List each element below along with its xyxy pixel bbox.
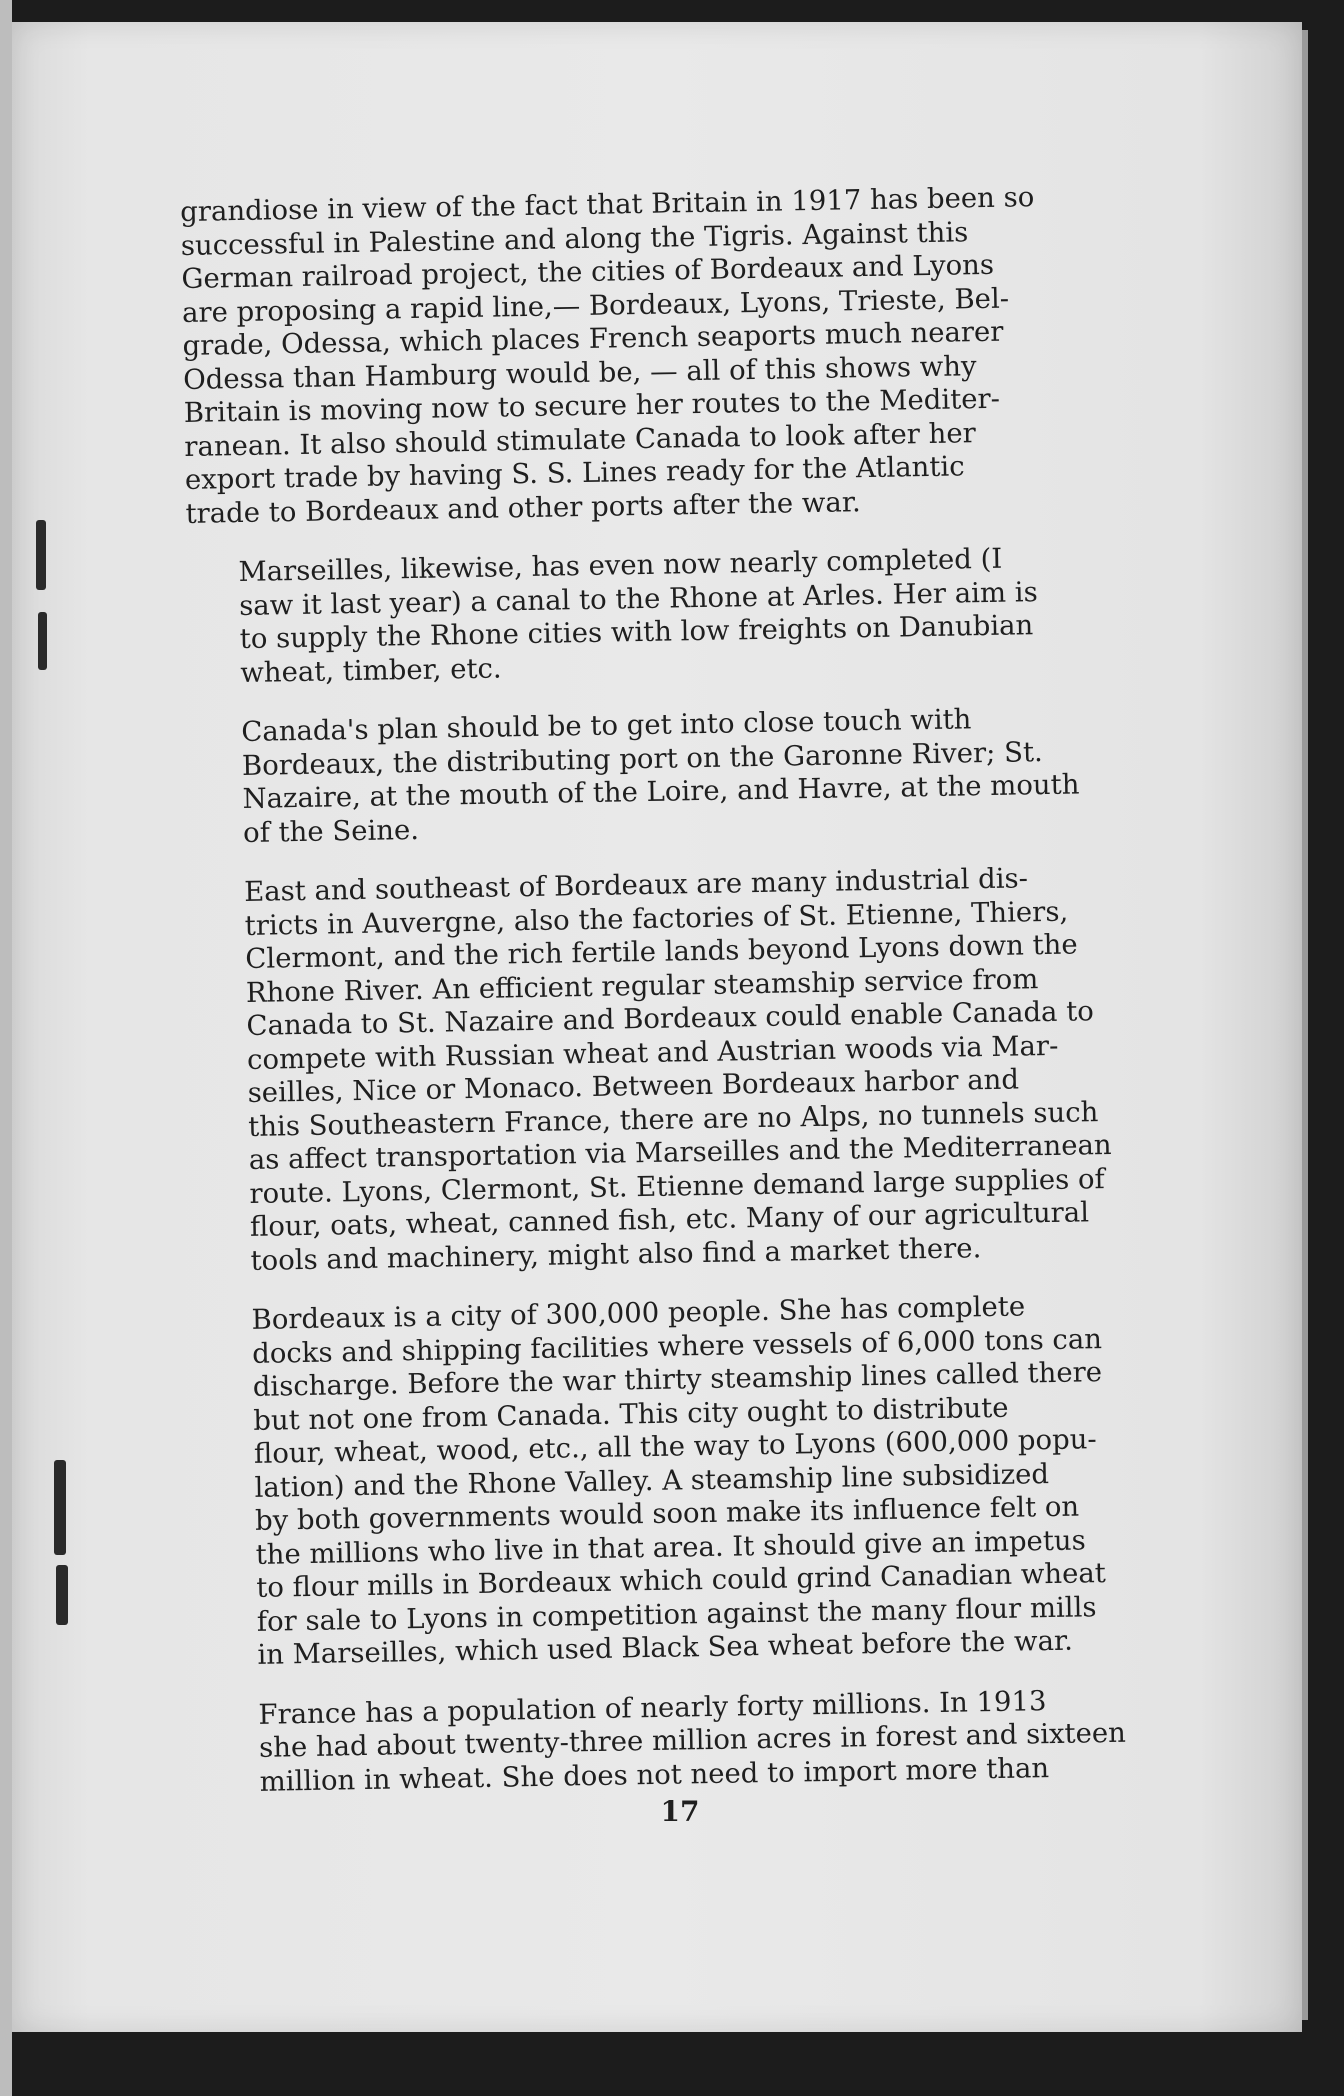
text-line: tricts in Auvergne, also the factories of St. Etienne, Thiers,	[244, 895, 1069, 942]
book-left-edge	[0, 0, 12, 2096]
text-line: docks and shipping facilities where vessels of 6,000 tons can	[251, 1322, 1103, 1370]
text-line: France has a population of nearly forty millions. In 1913	[258, 1684, 1047, 1731]
binding-mark	[38, 612, 47, 670]
text-line: the millions who live in that area. It should give an impetus	[255, 1523, 1086, 1571]
text-line: successful in Palestine and along the Tigris. Against this	[180, 215, 969, 262]
text-line: Canada's plan should be to get into close touch with	[241, 703, 972, 749]
paragraph	[206, 1683, 1153, 1800]
text-line: flour, wheat, wood, etc., all the way to Lyons (600,000 popu-	[253, 1423, 1097, 1470]
text-line: East and southeast of Bordeaux are many industrial dis-	[243, 862, 1029, 908]
text-line: saw it last year) a canal to the Rhone at Arles. Her aim is	[238, 575, 1038, 622]
text-line: in Marseilles, which used Black Sea wheat before the war.	[257, 1624, 1074, 1671]
text-line: export trade by having S. S. Lines ready for the Atlantic	[184, 450, 965, 496]
text-line: but not one from Canada. This city ought to distribute	[253, 1391, 1009, 1437]
text-line: lation) and the Rhone Valley. A steamship line subsidized	[254, 1457, 1050, 1504]
text-line: are proposing a rapid line,— Bordeaux, Lyons, Trieste, Bel-	[181, 282, 1010, 329]
text-line: compete with Russian wheat and Austrian woods via Mar-	[246, 1029, 1059, 1076]
binding-mark	[36, 520, 46, 590]
text-line: ranean. It also should stimulate Canada to look after her	[184, 416, 977, 463]
paragraph	[192, 860, 1144, 1278]
text-line: wheat, timber, etc.	[240, 651, 502, 689]
paragraph	[180, 180, 1131, 531]
paragraph	[186, 540, 1133, 690]
text-line: tools and machinery, might also find a market there.	[250, 1231, 982, 1277]
text-line: this Southeastern France, there are no Alps, no tunnels such	[247, 1095, 1099, 1143]
text-line: Bordeaux is a city of 300,000 people. She has complete	[251, 1290, 1026, 1336]
text-line: seilles, Nice or Monaco. Between Bordeaux harbor and	[247, 1063, 1020, 1109]
text-line: German railroad project, the cities of Bordeaux and Lyons	[181, 248, 995, 295]
paragraph	[189, 700, 1136, 850]
text-line: Bordeaux, the distributing port on the Garonne River; St.	[241, 735, 1043, 782]
text-line: route. Lyons, Clermont, St. Etienne demand large supplies of	[249, 1162, 1105, 1210]
text-line: Clermont, and the rich fertile lands beyond Lyons down the	[245, 928, 1078, 975]
text-line: she had about twenty-three million acres in forest and sixteen	[258, 1716, 1127, 1764]
text-line: of the Seine.	[242, 813, 420, 849]
text-line: Rhone River. An efficient regular steamship service from	[245, 962, 1039, 1009]
paragraph	[199, 1288, 1150, 1673]
text-line: for sale to Lyons in competition against the many flour mills	[256, 1590, 1097, 1638]
text-line: Britain is moving now to secure her routes to the Mediter-	[183, 382, 1001, 429]
text-line: Odessa than Hamburg would be, — all of this shows why	[182, 349, 977, 396]
text-line: as affect transportation via Marseilles and the Mediterranean	[248, 1128, 1112, 1176]
text-line: Nazaire, at the mouth of the Loire, and Havre, at the mouth	[242, 768, 1080, 815]
text-line: Canada to St. Nazaire and Bordeaux could enable Canada to	[246, 995, 1095, 1042]
text-line: flour, oats, wheat, canned fish, etc. Many of our agricultural	[249, 1196, 1090, 1243]
text-line: grade, Odessa, which places French seaports much nearer	[182, 315, 1004, 362]
text-line: to flour mills in Bordeaux which could grind Canadian wheat	[256, 1557, 1107, 1604]
page-number: 17	[660, 1795, 700, 1828]
body-text	[180, 180, 1153, 1826]
text-line: Marseilles, likewise, has even now nearly completed (I	[238, 542, 1003, 589]
text-line: million in wheat. She does not need to import more than	[259, 1751, 1050, 1798]
text-line: grandiose in view of the fact that Britain in 1917 has been so	[180, 181, 1035, 228]
text-line: by both governments would soon make its influence felt on	[254, 1490, 1080, 1537]
page-right-edge-shadow	[1302, 30, 1308, 2020]
binding-mark	[56, 1565, 68, 1625]
text-line: to supply the Rhone cities with low freights on Danubian	[239, 609, 1034, 656]
text-line: discharge. Before the war thirty steamship lines called there	[252, 1356, 1103, 1403]
text-line: trade to Bordeaux and other ports after the war.	[185, 485, 861, 530]
binding-mark	[54, 1460, 66, 1555]
